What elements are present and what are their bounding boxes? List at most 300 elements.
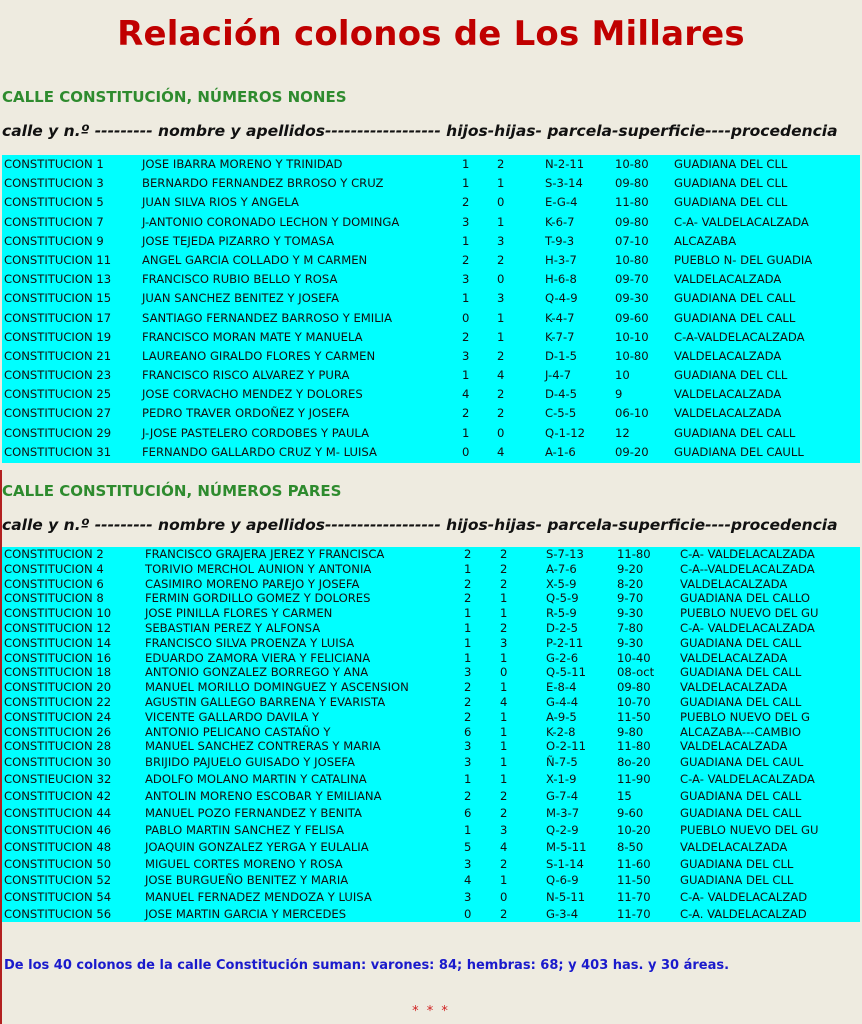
cell-nombre: AGUSTIN GALLEGO BARRENA Y EVARISTA [145, 694, 386, 709]
cell-superficie: 10-10 [615, 329, 649, 344]
cell-parcela: Q-4-9 [545, 291, 578, 306]
table-row [2, 347, 860, 366]
cell-superficie: 06-10 [615, 406, 649, 421]
cell-hijos: 1 [464, 606, 472, 621]
cell-hijos: 3 [464, 755, 472, 770]
cell-procedencia: GUADIANA DEL CLL [674, 176, 788, 191]
table-row [2, 680, 860, 695]
cell-calle: CONSTITUCION 46 [4, 822, 112, 837]
cell-hijas: 3 [500, 822, 508, 837]
cell-nombre: EDUARDO ZAMORA VIERA Y FELICIANA [145, 650, 371, 665]
footer-stars: * * * [412, 1004, 450, 1019]
cell-nombre: JOSE TEJEDA PIZARRO Y TOMASA [142, 233, 335, 248]
cell-calle: CONSTITUCION 15 [4, 291, 112, 306]
cell-nombre: LAUREANO GIRALDO FLORES Y CARMEN [142, 348, 376, 363]
cell-superficie: 9-20 [617, 561, 644, 576]
table-row [2, 839, 860, 856]
cell-hijas: 2 [497, 157, 505, 171]
cell-hijas: 1 [500, 739, 508, 754]
table-nones [2, 155, 860, 463]
cell-hijos: 3 [462, 272, 470, 287]
cell-parcela: J-4-7 [545, 368, 572, 383]
cell-calle: CONSTITUCION 19 [4, 329, 112, 344]
column-header-nones: calle y n.º --------- nombre y apellidos------------------ hijos-hijas- parcela-superficie----procedencia [2, 122, 838, 140]
cell-hijos: 2 [464, 547, 472, 561]
cell-hijas: 2 [497, 252, 505, 267]
cell-superficie: 9-60 [617, 805, 644, 820]
cell-nombre: J-ANTONIO CORONADO LECHON Y DOMINGA [142, 214, 400, 229]
table-row [2, 270, 860, 289]
cell-parcela: G-3-4 [546, 907, 579, 922]
cell-hijas: 2 [500, 576, 508, 591]
table-row [2, 906, 860, 923]
table-row [2, 695, 860, 710]
cell-parcela: A-9-5 [546, 709, 577, 724]
cell-superficie: 8-50 [617, 839, 644, 854]
cell-superficie: 10-80 [615, 157, 649, 171]
cell-parcela: E-G-4 [545, 195, 578, 210]
cell-hijas: 2 [500, 547, 508, 561]
cell-hijos: 3 [464, 856, 472, 871]
cell-nombre: BERNARDO FERNANDEZ BRROSO Y CRUZ [142, 176, 384, 191]
cell-superficie: 11-80 [617, 739, 651, 754]
section-title-nones: CALLE CONSTITUCIÓN, NÚMEROS NONES [2, 88, 347, 106]
cell-superficie: 11-80 [617, 547, 651, 561]
cell-hijas: 2 [500, 561, 508, 576]
cell-hijos: 1 [464, 561, 472, 576]
cell-superficie: 11-70 [617, 907, 651, 922]
cell-hijos: 6 [464, 724, 472, 739]
table-row [2, 710, 860, 725]
cell-hijos: 2 [462, 329, 470, 344]
cell-nombre: SANTIAGO FERNANDEZ BARROSO Y EMILIA [142, 310, 393, 325]
cell-procedencia: C-A- VALDELACALZADA [680, 772, 815, 787]
cell-hijas: 0 [497, 425, 505, 440]
cell-superficie: 11-90 [617, 772, 651, 787]
cell-nombre: TORIVIO MERCHOL AUNION Y ANTONIA [145, 561, 372, 576]
cell-procedencia: GUADIANA DEL CALL [680, 805, 802, 820]
cell-parcela: A-7-6 [546, 561, 577, 576]
table-row [2, 366, 860, 385]
cell-hijos: 1 [462, 291, 470, 306]
cell-superficie: 10-80 [615, 348, 649, 363]
cell-calle: CONSTITUCION 31 [4, 444, 112, 459]
cell-procedencia: ALCAZABA---CAMBIO [680, 724, 801, 739]
cell-procedencia: C-A- VALDELACALZAD [680, 890, 808, 905]
cell-hijas: 3 [497, 233, 505, 248]
cell-nombre: MANUEL FERNADEZ MENDOZA Y LUISA [145, 890, 372, 905]
table-row [2, 665, 860, 680]
cell-nombre: JOSE CORVACHO MENDEZ Y DOLORES [142, 387, 363, 402]
cell-hijos: 3 [464, 739, 472, 754]
cell-hijos: 2 [462, 195, 470, 210]
cell-nombre: CASIMIRO MORENO PAREJO Y JOSEFA [145, 576, 360, 591]
cell-calle: CONSTITUCION 18 [4, 665, 112, 680]
cell-superficie: 8-20 [617, 576, 644, 591]
cell-calle: CONSTITUCION 10 [4, 606, 112, 621]
cell-hijas: 2 [497, 406, 505, 421]
cell-parcela: H-6-8 [545, 272, 577, 287]
cell-hijas: 1 [500, 591, 508, 606]
cell-procedencia: GUADIANA DEL CLL [674, 368, 788, 383]
cell-nombre: FRANCISCO GRAJERA JEREZ Y FRANCISCA [145, 547, 385, 561]
cell-calle: CONSTITUCION 56 [4, 907, 112, 922]
cell-hijos: 2 [464, 788, 472, 803]
cell-parcela: K-6-7 [545, 214, 575, 229]
cell-superficie: 10-20 [617, 822, 651, 837]
summary-text: De los 40 colonos de la calle Constitución suman: varones: 84; hembras: 68; y 403 has. y 30 áreas. [4, 958, 730, 973]
cell-hijos: 5 [464, 839, 472, 854]
cell-nombre: FRANCISCO RUBIO BELLO Y ROSA [142, 272, 338, 287]
cell-parcela: K-7-7 [545, 329, 575, 344]
cell-procedencia: GUADIANA DEL CLL [680, 856, 794, 871]
cell-hijos: 1 [464, 772, 472, 787]
cell-hijas: 0 [497, 195, 505, 210]
cell-procedencia: C-A- VALDELACALZADA [674, 214, 809, 229]
cell-parcela: T-9-3 [545, 233, 575, 248]
cell-calle: CONSTITUCION 27 [4, 406, 112, 421]
cell-procedencia: VALDELACALZADA [674, 387, 782, 402]
cell-hijas: 1 [500, 680, 508, 695]
cell-hijas: 4 [497, 368, 505, 383]
cell-nombre: VICENTE GALLARDO DAVILA Y [145, 709, 320, 724]
cell-procedencia: GUADIANA DEL CALLO [680, 591, 811, 606]
cell-superficie: 09-20 [615, 444, 649, 459]
cell-superficie: 9-70 [617, 591, 644, 606]
table-row [2, 174, 860, 193]
cell-superficie: 09-70 [615, 272, 649, 287]
table-row [2, 289, 860, 308]
cell-hijas: 1 [500, 709, 508, 724]
cell-hijas: 1 [497, 310, 505, 325]
cell-nombre: FERNANDO GALLARDO CRUZ Y M- LUISA [142, 444, 377, 459]
cell-calle: CONSTITUCION 52 [4, 873, 112, 888]
cell-procedencia: VALDELACALZADA [680, 576, 788, 591]
cell-nombre: ANGEL GARCIA COLLADO Y M CARMEN [142, 252, 368, 267]
cell-parcela: S-3-14 [545, 176, 583, 191]
cell-parcela: O-2-11 [546, 739, 586, 754]
cell-calle: CONSTITUCION 1 [4, 157, 104, 171]
cell-nombre: ANTONIO PELICANO CASTAÑO Y [145, 724, 331, 739]
cell-calle: CONSTITUCION 3 [4, 176, 104, 191]
cell-calle: CONSTITUCION 29 [4, 425, 112, 440]
cell-hijos: 2 [464, 576, 472, 591]
cell-parcela: P-2-11 [546, 635, 584, 650]
cell-procedencia: GUADIANA DEL CLL [674, 157, 788, 171]
cell-superficie: 10 [615, 368, 630, 383]
cell-hijas: 1 [500, 772, 508, 787]
cell-nombre: PEDRO TRAVER ORDOÑEZ Y JOSEFA [142, 406, 350, 421]
cell-hijos: 0 [462, 310, 470, 325]
cell-procedencia: GUADIANA DEL CALL [680, 665, 802, 680]
cell-superficie: 9-30 [617, 635, 644, 650]
cell-parcela: C-5-5 [545, 406, 577, 421]
cell-hijos: 1 [464, 650, 472, 665]
cell-parcela: Q-2-9 [546, 822, 579, 837]
cell-procedencia: VALDELACALZADA [680, 680, 788, 695]
table-row [2, 251, 860, 270]
cell-superficie: 09-60 [615, 310, 649, 325]
cell-hijas: 0 [500, 890, 508, 905]
cell-superficie: 7-80 [617, 620, 644, 635]
cell-hijas: 2 [497, 348, 505, 363]
cell-parcela: K-4-7 [545, 310, 575, 325]
cell-nombre: SEBASTIAN PEREZ Y ALFONSA [145, 620, 321, 635]
cell-hijos: 3 [462, 214, 470, 229]
cell-procedencia: VALDELACALZADA [680, 839, 788, 854]
table-row [2, 232, 860, 251]
cell-parcela: G-4-4 [546, 694, 579, 709]
table-row [2, 754, 860, 771]
table-row [2, 193, 860, 212]
cell-procedencia: VALDELACALZADA [674, 272, 782, 287]
table-row [2, 155, 860, 174]
cell-procedencia: C-A- VALDELACALZADA [680, 547, 815, 561]
cell-hijos: 1 [462, 176, 470, 191]
cell-superficie: 09-30 [615, 291, 649, 306]
cell-superficie: 09-80 [615, 176, 649, 191]
cell-hijas: 2 [497, 387, 505, 402]
cell-hijos: 2 [464, 680, 472, 695]
cell-hijas: 2 [500, 620, 508, 635]
cell-superficie: 11-50 [617, 873, 651, 888]
cell-hijas: 2 [500, 805, 508, 820]
table-row [2, 213, 860, 232]
cell-parcela: M-5-11 [546, 839, 587, 854]
cell-hijas: 1 [500, 755, 508, 770]
table-row [2, 805, 860, 822]
cell-nombre: MIGUEL CORTES MORENO Y ROSA [145, 856, 343, 871]
cell-parcela: Q-6-9 [546, 873, 579, 888]
cell-parcela: Q-5-9 [546, 591, 579, 606]
cell-superficie: 8o-20 [617, 755, 651, 770]
table-row [2, 562, 860, 577]
cell-procedencia: C-A-VALDELACALZADA [674, 329, 805, 344]
cell-hijas: 3 [500, 635, 508, 650]
cell-superficie: 11-80 [615, 195, 649, 210]
cell-hijas: 2 [500, 788, 508, 803]
cell-hijas: 3 [497, 291, 505, 306]
cell-calle: CONSTITUCION 25 [4, 387, 112, 402]
cell-calle: CONSTITUCION 9 [4, 233, 104, 248]
cell-parcela: A-1-6 [545, 444, 576, 459]
cell-hijos: 3 [464, 665, 472, 680]
table-row [2, 889, 860, 906]
cell-parcela: N-2-11 [545, 157, 585, 171]
cell-calle: CONSTITUCION 44 [4, 805, 112, 820]
cell-procedencia: ALCAZABA [674, 233, 737, 248]
cell-nombre: J-JOSE PASTELERO CORDOBES Y PAULA [142, 425, 370, 440]
cell-hijas: 2 [500, 856, 508, 871]
cell-procedencia: GUADIANA DEL CALL [680, 694, 802, 709]
cell-procedencia: C-A. VALDELACALZAD [680, 907, 807, 922]
cell-hijos: 1 [462, 233, 470, 248]
cell-hijos: 1 [464, 822, 472, 837]
cell-calle: CONSTITUCION 30 [4, 755, 112, 770]
cell-nombre: MANUEL SANCHEZ CONTRERAS Y MARIA [145, 739, 381, 754]
table-row [2, 822, 860, 839]
cell-hijos: 0 [464, 907, 472, 922]
cell-calle: CONSTITUCION 50 [4, 856, 112, 871]
table-row [2, 621, 860, 636]
cell-procedencia: GUADIANA DEL CALL [674, 425, 796, 440]
cell-procedencia: VALDELACALZADA [674, 406, 782, 421]
page-title: Relación colonos de Los Millares [117, 14, 745, 54]
cell-nombre: JUAN SILVA RIOS Y ANGELA [142, 195, 299, 210]
cell-superficie: 09-80 [617, 680, 651, 695]
cell-procedencia: GUADIANA DEL CAULL [674, 444, 804, 459]
cell-hijos: 4 [462, 387, 470, 402]
table-row [2, 606, 860, 621]
table-row [2, 872, 860, 889]
cell-calle: CONSTITUCION 24 [4, 709, 112, 724]
cell-procedencia: PUEBLO NUEVO DEL GU [680, 822, 819, 837]
cell-superficie: 08-oct [617, 665, 655, 680]
cell-superficie: 11-60 [617, 856, 651, 871]
cell-calle: CONSTITUCION 8 [4, 591, 104, 606]
cell-procedencia: C-A--VALDELACALZADA [680, 561, 815, 576]
column-header-pares: calle y n.º --------- nombre y apellidos------------------ hijos-hijas- parcela-superficie----procedencia [2, 516, 838, 534]
table-row [2, 591, 860, 606]
table-row [2, 856, 860, 873]
table-row [2, 309, 860, 328]
cell-hijos: 1 [462, 368, 470, 383]
cell-hijas: 1 [497, 329, 505, 344]
cell-calle: CONSTITUCION 12 [4, 620, 112, 635]
cell-calle: CONSTITUCION 23 [4, 368, 112, 383]
cell-hijas: 0 [500, 665, 508, 680]
cell-hijos: 6 [464, 805, 472, 820]
cell-nombre: ADOLFO MOLANO MARTIN Y CATALINA [145, 772, 367, 787]
cell-nombre: ANTOLIN MORENO ESCOBAR Y EMILIANA [145, 788, 382, 803]
cell-hijos: 2 [464, 694, 472, 709]
cell-nombre: JUAN SANCHEZ BENITEZ Y JOSEFA [142, 291, 340, 306]
cell-calle: CONSTITUCION 11 [4, 252, 112, 267]
cell-parcela: K-2-8 [546, 724, 576, 739]
cell-parcela: X-1-9 [546, 772, 577, 787]
cell-procedencia: GUADIANA DEL CALL [674, 291, 796, 306]
cell-calle: CONSTITUCION 20 [4, 680, 112, 695]
cell-superficie: 15 [617, 788, 632, 803]
cell-nombre: JOSE BURGUEÑO BENITEZ Y MARIA [145, 873, 349, 888]
cell-nombre: ANTONIO GONZALEZ BORREGO Y ANA [145, 665, 369, 680]
cell-hijas: 1 [500, 650, 508, 665]
cell-hijas: 1 [500, 606, 508, 621]
cell-hijos: 2 [464, 591, 472, 606]
cell-hijos: 1 [462, 425, 470, 440]
cell-calle: CONSTITUCION 54 [4, 890, 112, 905]
cell-superficie: 12 [615, 425, 630, 440]
cell-procedencia: PUEBLO NUEVO DEL GU [680, 606, 819, 621]
cell-calle: CONSTITUCION 22 [4, 694, 112, 709]
cell-calle: CONSTITUCION 21 [4, 348, 112, 363]
cell-hijas: 1 [497, 176, 505, 191]
cell-nombre: FRANCISCO MORAN MATE Y MANUELA [142, 329, 363, 344]
cell-hijos: 2 [464, 709, 472, 724]
cell-parcela: G-2-6 [546, 650, 579, 665]
table-row [2, 424, 860, 443]
cell-hijos: 0 [462, 444, 470, 459]
cell-calle: CONSTIEUCION 32 [4, 772, 112, 787]
table-row [2, 547, 860, 562]
cell-parcela: S-7-13 [546, 547, 584, 561]
cell-superficie: 10-40 [617, 650, 651, 665]
table-row [2, 385, 860, 404]
cell-procedencia: GUADIANA DEL CLL [674, 195, 788, 210]
cell-calle: CONSTITUCION 28 [4, 739, 112, 754]
cell-hijos: 3 [464, 890, 472, 905]
cell-hijos: 2 [462, 252, 470, 267]
cell-superficie: 10-80 [615, 252, 649, 267]
cell-parcela: D-1-5 [545, 348, 578, 363]
cell-procedencia: GUADIANA DEL CLL [680, 873, 794, 888]
cell-superficie: 10-70 [617, 694, 651, 709]
cell-procedencia: PUEBLO N- DEL GUADIA [674, 252, 813, 267]
cell-procedencia: GUADIANA DEL CAUL [680, 755, 804, 770]
cell-parcela: R-5-9 [546, 606, 577, 621]
cell-hijas: 4 [500, 694, 508, 709]
cell-superficie: 09-80 [615, 214, 649, 229]
cell-hijas: 4 [500, 839, 508, 854]
table-row [2, 577, 860, 592]
table-row [2, 651, 860, 666]
cell-calle: CONSTITUCION 17 [4, 310, 112, 325]
cell-nombre: FRANCISCO SILVA PROENZA Y LUISA [145, 635, 355, 650]
table-pares [2, 547, 860, 922]
cell-hijos: 3 [462, 348, 470, 363]
cell-parcela: H-3-7 [545, 252, 577, 267]
cell-superficie: 9 [615, 387, 623, 402]
cell-calle: CONSTITUCION 42 [4, 788, 112, 803]
cell-parcela: Q-5-11 [546, 665, 586, 680]
table-row [2, 771, 860, 788]
cell-nombre: PABLO MARTIN SANCHEZ Y FELISA [145, 822, 345, 837]
cell-hijas: 2 [500, 907, 508, 922]
cell-procedencia: PUEBLO NUEVO DEL G [680, 709, 811, 724]
cell-nombre: FRANCISCO RISCO ALVAREZ Y PURA [142, 368, 350, 383]
cell-nombre: FERMIN GORDILLO GOMEZ Y DOLORES [145, 591, 371, 606]
cell-nombre: JOSE MARTIN GARCIA Y MERCEDES [145, 907, 347, 922]
table-row [2, 788, 860, 805]
cell-procedencia: C-A- VALDELACALZADA [680, 620, 815, 635]
cell-hijos: 1 [464, 620, 472, 635]
cell-calle: CONSTITUCION 26 [4, 724, 112, 739]
cell-parcela: Ñ-7-5 [546, 755, 578, 770]
cell-hijas: 0 [497, 272, 505, 287]
cell-hijas: 1 [500, 724, 508, 739]
cell-superficie: 11-50 [617, 709, 651, 724]
cell-hijas: 1 [497, 214, 505, 229]
cell-procedencia: GUADIANA DEL CALL [680, 635, 802, 650]
cell-hijos: 1 [462, 157, 470, 171]
cell-hijos: 1 [464, 635, 472, 650]
cell-parcela: S-1-14 [546, 856, 584, 871]
cell-calle: CONSTITUCION 13 [4, 272, 112, 287]
cell-parcela: D-2-5 [546, 620, 579, 635]
cell-calle: CONSTITUCION 16 [4, 650, 112, 665]
cell-nombre: JOAQUIN GONZALEZ YERGA Y EULALIA [145, 839, 369, 854]
cell-parcela: M-3-7 [546, 805, 580, 820]
cell-procedencia: VALDELACALZADA [680, 650, 788, 665]
cell-calle: CONSTITUCION 2 [4, 547, 104, 561]
cell-calle: CONSTITUCION 5 [4, 195, 104, 210]
cell-superficie: 07-10 [615, 233, 649, 248]
cell-nombre: JOSE PINILLA FLORES Y CARMEN [145, 606, 333, 621]
cell-calle: CONSTITUCION 6 [4, 576, 104, 591]
cell-nombre: BRIJIDO PAJUELO GUISADO Y JOSEFA [145, 755, 355, 770]
cell-nombre: MANUEL MORILLO DOMINGUEZ Y ASCENSION [145, 680, 409, 695]
table-row [2, 636, 860, 651]
